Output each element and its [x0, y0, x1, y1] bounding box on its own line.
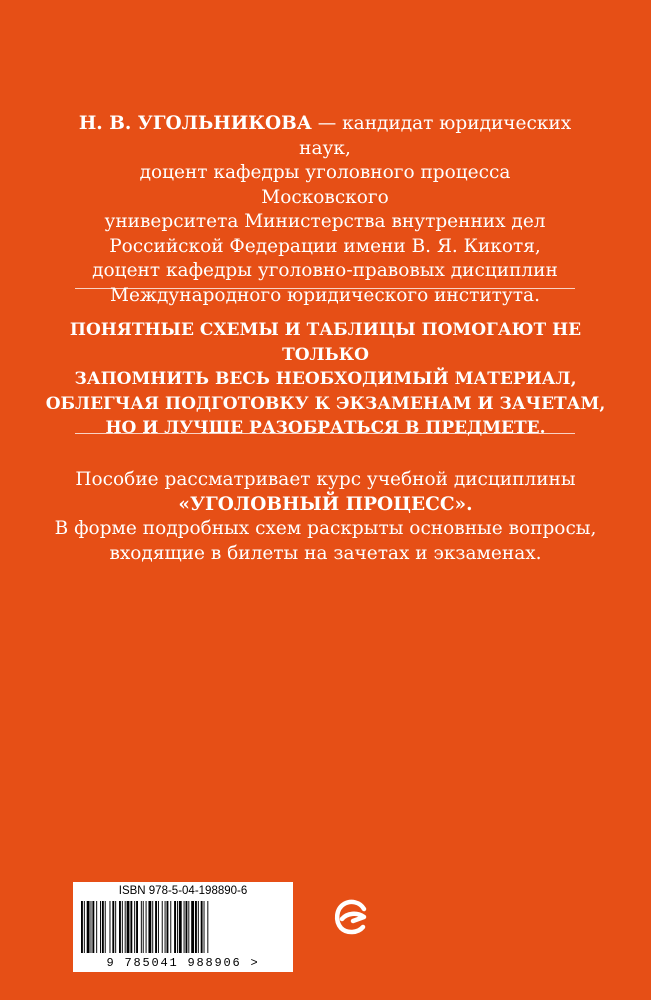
author-bio-line: — кандидат юридических наук,	[299, 113, 572, 159]
promo-line: ПОНЯТНЫЕ СХЕМЫ И ТАБЛИЦЫ ПОМОГАЮТ НЕ ТОЛЬКО	[69, 320, 582, 365]
barcode-bar	[136, 901, 138, 953]
barcode-bar	[141, 901, 142, 953]
promo-text	[40, 318, 611, 441]
description-line: В форме подробных схем раскрыты основные вопросы,	[54, 518, 597, 539]
barcode-bar	[134, 901, 135, 953]
barcode-bar	[162, 901, 163, 953]
barcode-bar	[184, 901, 185, 953]
barcode-bar	[110, 901, 111, 953]
barcode-digits: 9 785041 988906 >	[106, 956, 260, 970]
barcode-bar	[201, 901, 203, 953]
barcode-bar	[100, 901, 101, 953]
barcode-bar	[130, 901, 132, 953]
barcode-bar	[96, 901, 97, 953]
barcode-bar	[102, 901, 104, 953]
barcode-bar	[198, 901, 199, 953]
book-description	[40, 468, 611, 566]
barcode-bar	[170, 901, 171, 953]
barcode-bar	[125, 901, 126, 953]
barcode-bar	[148, 901, 151, 953]
barcode-bar	[195, 901, 197, 953]
barcode-bar	[155, 901, 157, 953]
author-bio-line: Международного юридического института.	[110, 284, 540, 306]
author-bio-line: университета Министерства внутренних дел	[104, 211, 546, 232]
barcode-bar	[87, 901, 90, 953]
barcode-bars	[79, 901, 287, 953]
author-bio-line: Российской Федерации имени В. Я. Кикотя,	[109, 235, 541, 257]
barcode-bar	[177, 901, 178, 953]
isbn-label: ISBN 978-5-04-198890-6	[118, 885, 248, 897]
promo-line: ЗАПОМНИТЬ ВЕСЬ НЕОБХОДИМЫЙ МАТЕРИАЛ,	[74, 369, 577, 389]
barcode-bar	[174, 901, 176, 953]
barcode-bar	[115, 901, 116, 953]
description-line: Пособие рассматривает курс учебной дисциплины	[75, 469, 576, 490]
course-title: «УГОЛОВНЫЙ ПРОЦЕСС».	[178, 493, 473, 515]
barcode-bar	[186, 901, 188, 953]
promo-line: ОБЛЕГЧАЯ ПОДГОТОВКУ К ЭКЗАМЕНАМ И ЗАЧЕТАМ,	[45, 393, 606, 414]
barcode-bar	[119, 901, 121, 953]
barcode-bar	[81, 901, 83, 953]
barcode-bar	[167, 901, 169, 953]
barcode-bar	[143, 901, 144, 953]
barcode-panel	[73, 882, 293, 972]
barcode-bar	[179, 901, 182, 953]
author-bio-line: доцент кафедры уголовного процесса Московского	[139, 162, 511, 208]
author-bio	[75, 112, 575, 308]
author-name: Н. В. УГОЛЬНИКОВА	[78, 113, 312, 134]
barcode-bar	[152, 901, 153, 953]
barcode-bar	[158, 901, 159, 953]
barcode-bar	[112, 901, 114, 953]
publisher-e-logo-icon	[333, 897, 369, 943]
description-line: входящие в билеты на зачетах и экзаменах.	[109, 542, 542, 564]
barcode-bar	[105, 901, 106, 953]
barcode-bar	[165, 901, 166, 953]
barcode-bar	[127, 901, 130, 953]
divider-bottom	[75, 433, 575, 434]
barcode-bar	[188, 901, 189, 953]
barcode-bar	[122, 901, 123, 953]
barcode-bar	[207, 901, 208, 953]
promo-line: НО И ЛУЧШЕ РАЗОБРАТЬСЯ В ПРЕДМЕТЕ.	[105, 418, 546, 438]
barcode-bar	[204, 901, 205, 953]
barcode-bar	[91, 901, 92, 953]
divider-top	[75, 288, 575, 289]
barcode-bar	[84, 901, 85, 953]
barcode-bar	[146, 901, 147, 953]
barcode-bar	[191, 901, 194, 953]
author-bio-line: доцент кафедры уголовно-правовых дисциплин	[92, 260, 558, 281]
barcode-bar	[92, 901, 94, 953]
